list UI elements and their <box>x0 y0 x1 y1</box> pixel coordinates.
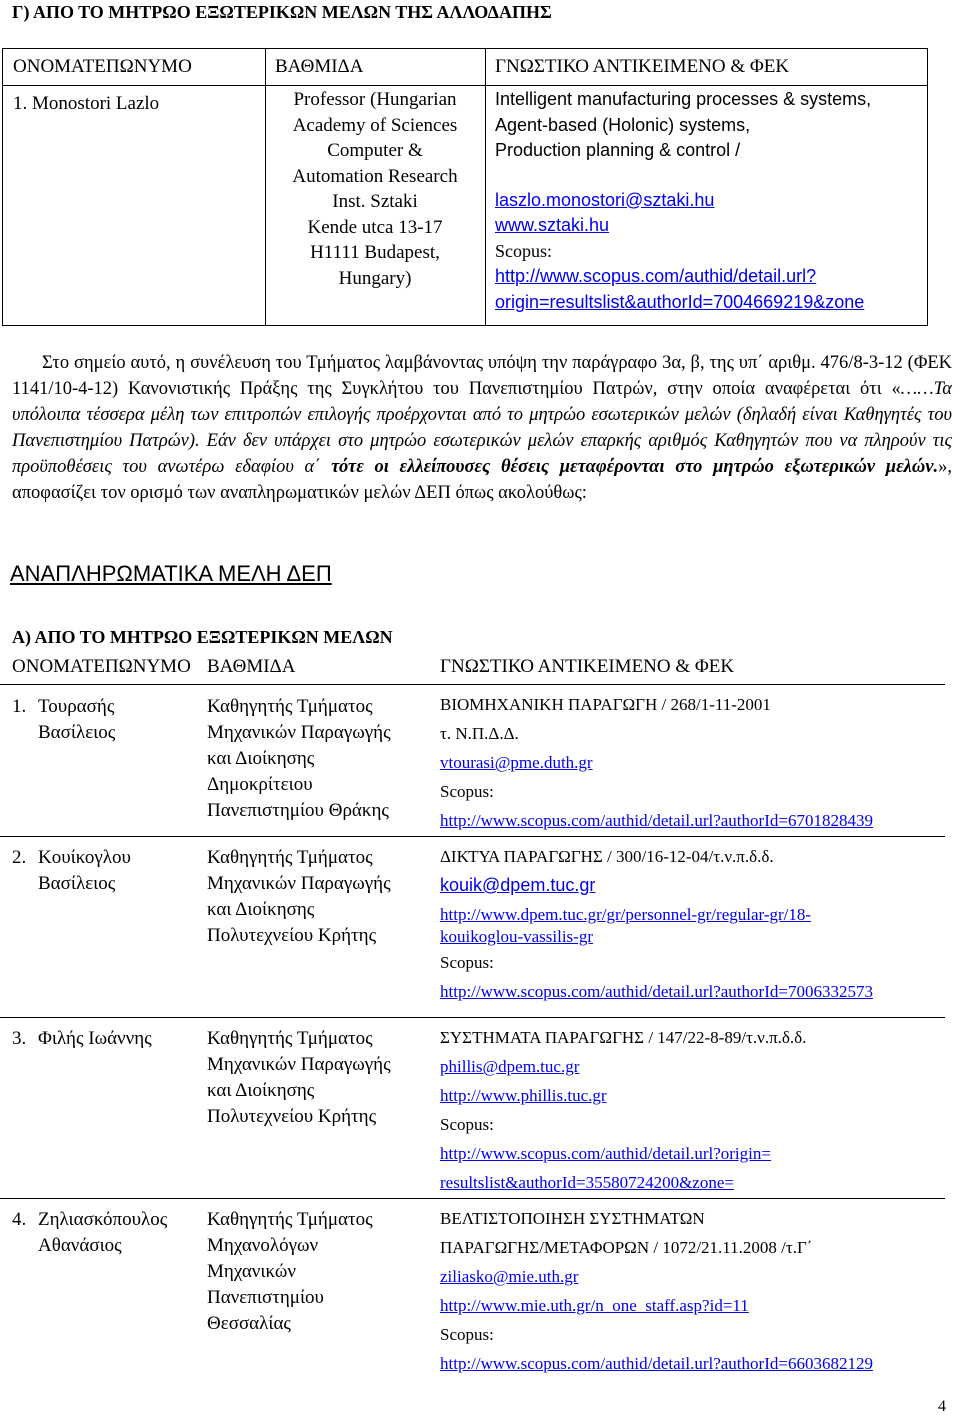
table-row-name: 3. Φιλής Ιωάννης <box>12 1028 152 1049</box>
table-row-rank: Καθηγητής Τμήματος Μηχανικών Παραγωγής και Διοίκησης Δημοκρίτειου Πανεπιστημίου Θράκης <box>207 696 391 821</box>
header-rank: ΒΑΘΜΙΔΑ <box>275 56 364 77</box>
scopus-link[interactable]: http://www.scopus.com/authid/detail.url?origin= <box>440 1144 771 1163</box>
decision-paragraph: Στο σημείο αυτό, η συνέλευση του Τμήματος λαμβάνοντας υπόψη την παράγραφο 3α, β, της υπ΄ αριθμ. 476/8-3-12 (ΦΕΚ 1141/10-4-12) Κανονιστικής Πράξης της Συγκλήτου του Πανεπιστημίου Πατρών, στην οποία αναφέρεται ότι «……Τα υπόλοιπα τέσσερα μέλη των επιτροπών επιλογής προέρχονται από το μητρώο εσωτερικών μελών (δηλαδή είναι Καθηγητές του Πανεπιστημίου Πατρών). Εάν δεν υπάρχει στο μητρώο εσωτερικών μελών επαρκής αριθμός Καθηγητών που να πληρούν τις προϋποθέσεις του ανωτέρω εδαφίου α΄ τότε οι ελλείπουσες θέσεις μεταφέρονται στο μητρώο εξωτερικών μελών.», αποφασίζει τον ορισμό των αναπληρωματικών μελών ΔΕΠ όπως ακολούθως: <box>12 353 952 503</box>
website-link-cont[interactable]: kouikoglou-vassilis-gr <box>440 927 593 946</box>
website-link[interactable]: www.sztaki.hu <box>495 215 610 235</box>
scopus-link[interactable]: http://www.scopus.com/authid/detail.url?authorId=7006332573 <box>440 982 873 1001</box>
table-row-name: 2. Κουίκογλου Βασίλειος <box>12 847 131 894</box>
header-name: ΟΝΟΜΑΤΕΠΩΝΥΜΟ <box>13 56 192 77</box>
email-link[interactable]: vtourasi@pme.duth.gr <box>440 753 593 772</box>
table-row-field: ΔΙΚΤΥΑ ΠΑΡΑΓΩΓΗΣ / 300/16-12-04/τ.ν.π.δ.δ. kouik@dpem.tuc.gr http://www.dpem.tuc.gr/gr/personnel-gr/regular-gr/18- kouikoglou-vassilis-gr Scopus: http://www.scopus.com/authid/detail.url?authorId=7006332573 <box>440 842 873 1006</box>
page-number: 4 <box>938 1398 946 1415</box>
header-name: ΟΝΟΜΑΤΕΠΩΝΥΜΟ <box>12 656 191 677</box>
email-link[interactable]: laszlo.monostori@sztaki.hu <box>495 189 715 210</box>
header-field: ΓΝΩΣΤΙΚΟ ΑΝΤΙΚΕΙΜΕΝΟ & ΦΕΚ <box>440 656 735 677</box>
table-row-field: ΣΥΣΤΗΜΑΤΑ ΠΑΡΑΓΩΓΗΣ / 147/22-8-89/τ.ν.π.δ.δ. phillis@dpem.tuc.gr http://www.phillis.tuc.gr Scopus: http://www.scopus.com/authid/detail.url?origin= resultslist&authorId=35580724200&zone= <box>440 1023 806 1197</box>
scopus-link[interactable]: http://www.scopus.com/authid/detail.url?authorId=6603682129 <box>440 1354 873 1373</box>
member-field: Intelligent manufacturing processes & systems, Agent-based (Holonic) systems, Production planning & control / laszlo.monostori@sztaki.hu www.sztaki.hu Scopus: http://www.scopus.com/authid/detail.url? origin=resultslist&authorId=7004669219&zone <box>495 89 872 312</box>
email-link[interactable]: phillis@dpem.tuc.gr <box>440 1057 580 1076</box>
table-row-rank: Καθηγητής Τμήματος Μηχανολόγων Μηχανικών Πανεπιστημίου Θεσσαλίας <box>207 1209 373 1334</box>
row-divider <box>0 836 945 837</box>
scopus-link-cont[interactable]: origin=resultslist&authorId=7004669219&zone <box>495 291 865 312</box>
table-row-field: ΒΕΛΤΙΣΤΟΠΟΙΗΣΗ ΣΥΣΤΗΜΑΤΩΝ ΠΑΡΑΓΩΓΗΣ/ΜΕΤΑΦΟΡΩΝ / 1072/21.11.2008 /τ.Γ΄ ziliasko@mie.uth.gr http://www.mie.uth.gr/n_one_staff.asp?id=11 Scopus: http://www.scopus.com/authid/detail.url?authorId=6603682129 <box>440 1204 873 1378</box>
section-title: ΑΝΑΠΛΗΡΩΜΑΤΙΚΑ ΜΕΛΗ ΔΕΠ <box>10 561 332 586</box>
scopus-link[interactable]: http://www.scopus.com/authid/detail.url? <box>495 266 817 286</box>
website-link[interactable]: http://www.mie.uth.gr/n_one_staff.asp?id=11 <box>440 1296 749 1315</box>
row-divider <box>0 684 945 685</box>
member-name: 1. Monostori Lazlo <box>13 93 160 114</box>
email-link[interactable]: ziliasko@mie.uth.gr <box>440 1267 579 1286</box>
table-row-rank: Καθηγητής Τμήματος Μηχανικών Παραγωγής και Διοίκησης Πολυτεχνείου Κρήτης <box>207 1028 391 1127</box>
email-link[interactable]: kouik@dpem.tuc.gr <box>440 875 596 895</box>
table-row-name: 4. Ζηλιασκόπουλος Αθανάσιος <box>12 1209 168 1256</box>
row-divider <box>0 1017 945 1018</box>
table-row-name: 1. Τουρασής Βασίλειος <box>12 696 116 743</box>
column-divider <box>485 49 486 325</box>
table-row-field: ΒΙΟΜΗΧΑΝΙΚΗ ΠΑΡΑΓΩΓΗ / 268/1-11-2001 τ. Ν.Π.Δ.Δ. vtourasi@pme.duth.gr Scopus: http://www.scopus.com/authid/detail.url?authorId=6701828439 <box>440 690 873 835</box>
header-rank: ΒΑΘΜΙΔΑ <box>207 656 296 677</box>
table-row-rank: Καθηγητής Τμήματος Μηχανικών Παραγωγής και Διοίκησης Πολυτεχνείου Κρήτης <box>207 847 391 946</box>
header-field: ΓΝΩΣΤΙΚΟ ΑΝΤΙΚΕΙΜΕΝΟ & ΦΕΚ <box>495 56 790 77</box>
website-link[interactable]: http://www.dpem.tuc.gr/gr/personnel-gr/regular-gr/18- <box>440 905 812 924</box>
scopus-link-cont[interactable]: resultslist&authorId=35580724200&zone= <box>440 1173 734 1192</box>
member-rank: Professor (Hungarian Academy of Sciences Computer & Automation Research Inst. Sztaki Kende utca 13-17 H1111 Budapest, Hungary) <box>292 89 458 289</box>
website-link[interactable]: http://www.phillis.tuc.gr <box>440 1086 607 1105</box>
scopus-link[interactable]: http://www.scopus.com/authid/detail.url?authorId=6701828439 <box>440 811 873 830</box>
foreign-members-table <box>2 48 928 326</box>
subsection-heading: Α) ΑΠΟ ΤΟ ΜΗΤΡΩΟ ΕΞΩΤΕΡΙΚΩΝ ΜΕΛΩΝ <box>12 627 393 647</box>
row-divider <box>0 1198 945 1199</box>
section-heading-foreign: Γ) ΑΠΟ ΤΟ ΜΗΤΡΩΟ ΕΞΩΤΕΡΙΚΩΝ ΜΕΛΩΝ ΤΗΣ ΑΛΛΟΔΑΠΗΣ <box>12 2 552 22</box>
